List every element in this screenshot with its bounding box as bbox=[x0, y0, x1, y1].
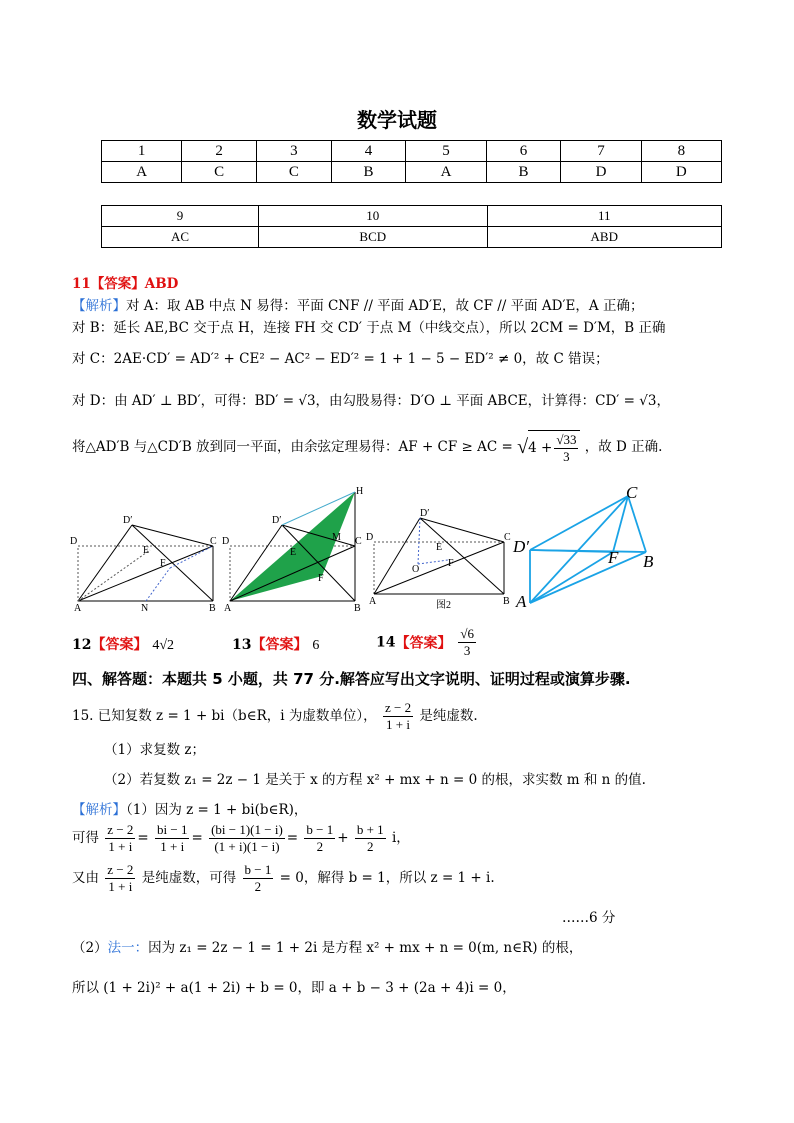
score-note: ……6 分 bbox=[562, 910, 616, 926]
q11-text-a: 对 A：取 AB 中点 N 易得：平面 CNF // 平面 AD′E，故 CF // 平面 AD′E，A 正确； bbox=[126, 298, 644, 314]
table-cell: 10 bbox=[259, 206, 488, 227]
table-row-numbers bbox=[102, 206, 722, 227]
table-cell: D bbox=[641, 162, 721, 183]
table-cell: 1 bbox=[102, 141, 182, 162]
table-cell: BCD bbox=[259, 227, 488, 248]
frac bbox=[105, 822, 135, 855]
frac bbox=[209, 822, 285, 855]
fig1-label: D bbox=[70, 536, 78, 547]
table-cell: 2 bbox=[182, 141, 257, 162]
table-row-numbers bbox=[102, 141, 722, 162]
frac-num: bi − 1 bbox=[157, 822, 188, 837]
q15-sol-line1 bbox=[72, 798, 307, 818]
frac-num: b + 1 bbox=[356, 822, 384, 837]
table-row-answers bbox=[102, 162, 722, 183]
fig4-line bbox=[530, 496, 628, 550]
fig3-label: O bbox=[412, 564, 420, 575]
frac-den: 1 + i bbox=[160, 839, 185, 854]
fig1-line bbox=[132, 525, 213, 546]
frac bbox=[155, 822, 189, 855]
fig1-label: A bbox=[74, 603, 82, 614]
fig3-label: F bbox=[448, 558, 454, 569]
fig2-label: E bbox=[290, 547, 297, 558]
q11-e-frac bbox=[554, 432, 578, 465]
q15-sol3-eq: = 0，解得 b = 1，所以 z = 1 + i. bbox=[279, 870, 495, 886]
q12-tag: 【答案】 bbox=[91, 637, 148, 653]
fig3-dashed-line bbox=[418, 518, 420, 564]
table-cell: C bbox=[256, 162, 331, 183]
q11-e-root: 4 + bbox=[528, 440, 553, 456]
frac-num: b − 1 bbox=[306, 822, 334, 837]
figure-2 bbox=[222, 486, 363, 614]
fig1-dashed-line bbox=[78, 550, 150, 601]
q15-stem-frac bbox=[383, 700, 413, 733]
answer-table-1 bbox=[101, 140, 722, 183]
figure-4 bbox=[530, 496, 646, 603]
sqrt-sign: √ bbox=[517, 436, 529, 458]
table-cell: ABD bbox=[487, 227, 721, 248]
frac bbox=[105, 862, 135, 895]
page-title: 数学试题 bbox=[357, 108, 437, 132]
fig2-label: D bbox=[222, 536, 230, 547]
q15-sol3-mid: 是纯虚数，可得 bbox=[141, 870, 237, 886]
fig2-label: F bbox=[318, 573, 324, 584]
table-cell: 9 bbox=[102, 206, 259, 227]
q12-num: 12 bbox=[72, 637, 92, 653]
fig4-line bbox=[628, 496, 646, 552]
method-tag: 法一： bbox=[107, 940, 149, 956]
frac-num: √33 bbox=[556, 432, 577, 447]
q14-answer bbox=[376, 626, 478, 659]
frac-num: z − 2 bbox=[107, 862, 134, 877]
figure-1 bbox=[70, 515, 217, 614]
frac-den: (1 + i)(1 − i) bbox=[214, 839, 280, 854]
table-cell: C bbox=[182, 162, 257, 183]
table-cell: 6 bbox=[486, 141, 561, 162]
q11-line-b: 对 B：延长 AE,BC 交于点 H，连接 FH 交 CD′ 于点 M（中线交点），所以 2CM = D′M，B 正确 bbox=[72, 320, 666, 336]
jiexi-tag: 【解析】 bbox=[72, 298, 126, 314]
fig3-dashed-line bbox=[418, 560, 448, 564]
q13-value: 6 bbox=[312, 638, 320, 653]
fig1-label: D′ bbox=[123, 515, 133, 526]
frac-num: b − 1 bbox=[244, 862, 272, 877]
fig1-label: C bbox=[210, 536, 217, 547]
frac bbox=[243, 862, 274, 895]
frac-num: z − 2 bbox=[384, 700, 412, 715]
table-cell: 7 bbox=[561, 141, 641, 162]
q15-sol3-pre: 又由 bbox=[72, 870, 99, 886]
table-cell: 3 bbox=[256, 141, 331, 162]
q13-answer bbox=[232, 634, 319, 654]
fig1-dashed-line bbox=[170, 546, 213, 568]
q14-num: 14 bbox=[376, 634, 396, 651]
table-cell: AC bbox=[102, 227, 259, 248]
table-cell: B bbox=[486, 162, 561, 183]
q15-stem-post: 是纯虚数. bbox=[419, 708, 478, 724]
q15-stem bbox=[72, 700, 478, 733]
table-cell: D bbox=[561, 162, 641, 183]
fig1-label: F bbox=[160, 558, 166, 569]
fig1-label: N bbox=[141, 603, 149, 614]
fig2-label: H bbox=[356, 486, 364, 497]
q15-sol1: （1）因为 z = 1 + bi(b∈R)， bbox=[126, 802, 308, 818]
q15-part1: （1）求复数 z； bbox=[104, 742, 205, 758]
table-cell: A bbox=[102, 162, 182, 183]
q12-answer bbox=[72, 634, 174, 654]
frac-num: √6 bbox=[460, 626, 474, 641]
figure-3 bbox=[366, 508, 511, 611]
q14-tag: 【答案】 bbox=[395, 635, 452, 652]
q11-line-e bbox=[72, 430, 662, 465]
fig3-label: C bbox=[504, 532, 511, 543]
q15-sol-line2: 可得 $\frac{z - 2}{1 + i}$ = $\frac{bi - 1}{1 + i}$ = $\frac{(bi - 1)(1 - i)}{(1 + i)(1 - i)}$ = $\frac{b - 1}{2}$ + $\frac{b + 1}{2}$ i， bbox=[72, 822, 410, 854]
q11-e-radicand bbox=[528, 430, 580, 465]
frac bbox=[355, 822, 386, 855]
fig4-line bbox=[530, 552, 646, 603]
frac-den: 1 + i bbox=[386, 717, 410, 732]
fig1-label: B bbox=[209, 603, 216, 614]
fig1-label: E bbox=[143, 545, 150, 556]
fig3-label: D′ bbox=[420, 508, 430, 519]
q11-answer-head: 11【答案】ABD bbox=[72, 276, 179, 292]
table-cell: 11 bbox=[487, 206, 721, 227]
q14-frac bbox=[458, 626, 476, 659]
frac-den: 2 bbox=[367, 839, 374, 854]
fig2-label: D′ bbox=[272, 515, 282, 526]
q12-value: 4√2 bbox=[152, 638, 175, 653]
answer-table-2 bbox=[101, 205, 722, 248]
figures-row bbox=[68, 480, 788, 615]
fig2-label: M bbox=[332, 532, 341, 543]
frac-den: 3 bbox=[563, 449, 570, 464]
q15-stem-pre: 15. 已知复数 z = 1 + bi（b∈R，i 为虚数单位）， bbox=[72, 708, 377, 724]
section-heading: 四、解答题：本题共 5 小题，共 77 分.解答应写出文字说明、证明过程或演算步骤. bbox=[72, 670, 631, 688]
fig4-label: F bbox=[608, 548, 619, 567]
q13-num: 13 bbox=[232, 637, 252, 653]
frac-num: (bi − 1)(1 − i) bbox=[211, 822, 283, 837]
table-cell: 8 bbox=[641, 141, 721, 162]
table-cell: 4 bbox=[331, 141, 406, 162]
fig1-dashed-line bbox=[146, 568, 170, 601]
q15-sol2-pre: 可得 bbox=[72, 830, 99, 846]
fig2-label: A bbox=[224, 603, 232, 614]
fig4-label: D′ bbox=[513, 537, 529, 556]
fig2-label: B bbox=[354, 603, 361, 614]
frac-num: z − 2 bbox=[107, 822, 134, 837]
frac-den: 3 bbox=[463, 643, 471, 658]
frac-den: 1 + i bbox=[108, 879, 133, 894]
frac-den: 2 bbox=[316, 839, 324, 854]
q15-sol4: 因为 z₁ = 2z − 1 = 1 + 2i 是方程 x² + mx + n = 0(m, n∈R) 的根， bbox=[148, 940, 583, 956]
fig3-line bbox=[420, 518, 504, 594]
frac-den: 2 bbox=[254, 879, 262, 894]
frac-den: 1 + i bbox=[108, 839, 133, 854]
q11-e-pre: 将△AD′B 与△CD′B 放到同一平面，由余弦定理易得：AF + CF ≥ AC = bbox=[72, 439, 513, 455]
table-cell: A bbox=[406, 162, 486, 183]
q15-sol-line3 bbox=[72, 862, 495, 895]
q15-sol-line4 bbox=[72, 936, 582, 956]
fig4-label: A bbox=[516, 592, 527, 611]
figure-4-labels bbox=[512, 483, 654, 611]
fig3-caption: 图2 bbox=[436, 600, 451, 611]
q15-sol-line5: 所以 (1 + 2i)² + a(1 + 2i) + b = 0，即 a + b − 3 + (2a + 4)i = 0， bbox=[72, 980, 516, 996]
frac bbox=[304, 822, 335, 855]
q11-line-a bbox=[72, 294, 643, 314]
q15-part2: （2）若复数 z₁ = 2z − 1 是关于 x 的方程 x² + mx + n = 0 的根，求实数 m 和 n 的值. bbox=[104, 772, 646, 788]
fig3-label: E bbox=[436, 542, 443, 553]
q11-line-d: 对 D：由 AD′ ⊥ BD′，可得：BD′ = √3，由勾股易得：D′O ⊥ 平面 ABCE，计算得：CD′ = √3， bbox=[72, 393, 670, 409]
q15-sol4-pre: （2） bbox=[72, 940, 108, 956]
fig4-label: B bbox=[643, 552, 654, 571]
fig4-label: C bbox=[626, 483, 638, 502]
jiexi-tag: 【解析】 bbox=[72, 802, 126, 818]
fig2-label: C bbox=[355, 536, 362, 547]
q11-line-c: 对 C：2AE·CD′ = AD′² + CE² − AC² − ED′² = 1 + 1 − 5 − ED′² ≠ 0，故 C 错误； bbox=[72, 351, 609, 367]
fig3-label: B bbox=[503, 596, 510, 607]
fig3-label: A bbox=[369, 596, 377, 607]
q11-e-post: ，故 D 正确. bbox=[584, 439, 663, 455]
q13-tag: 【答案】 bbox=[251, 637, 308, 653]
q15-sol2-post: i， bbox=[391, 830, 410, 846]
fig4-line bbox=[530, 550, 613, 552]
table-row-answers bbox=[102, 227, 722, 248]
fig3-line bbox=[374, 518, 420, 594]
table-cell: 5 bbox=[406, 141, 486, 162]
fig4-line bbox=[530, 552, 613, 603]
table-cell: B bbox=[331, 162, 406, 183]
fig3-label: D bbox=[366, 532, 374, 543]
